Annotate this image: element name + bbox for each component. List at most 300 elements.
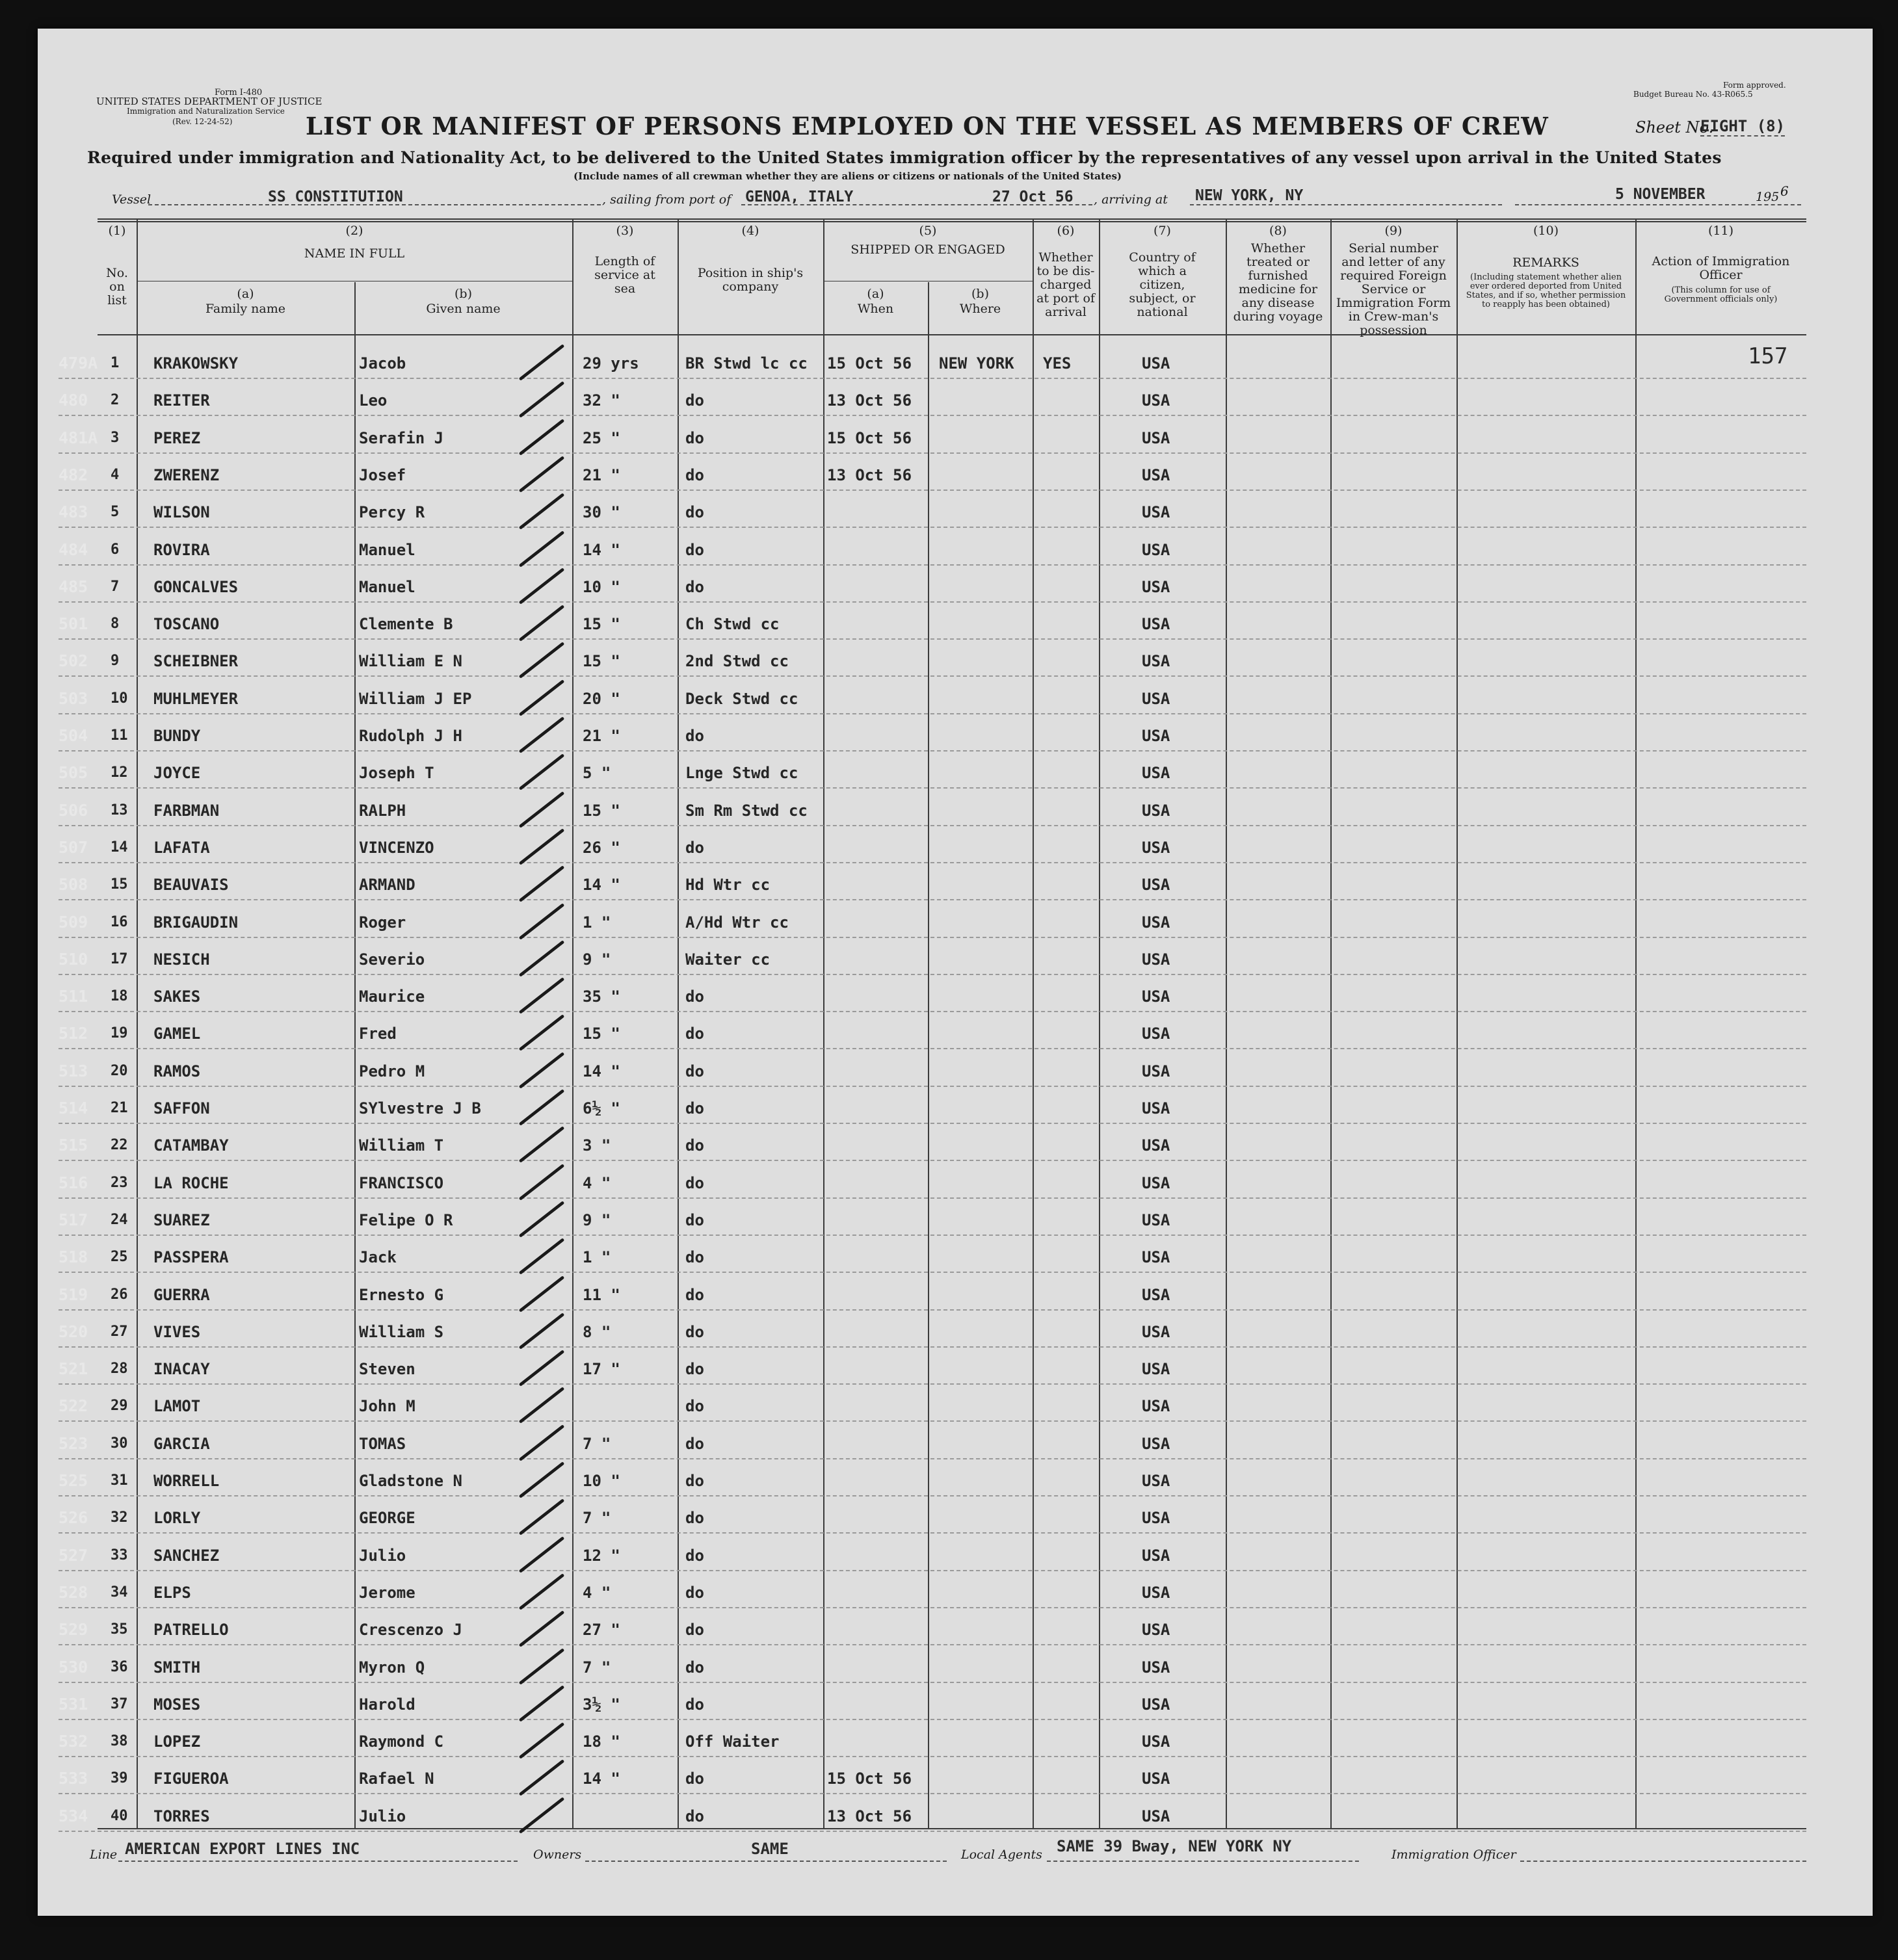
crew-country: USA <box>1142 838 1170 857</box>
crew-shipped-when: 13 Oct 56 <box>827 1807 912 1825</box>
arrival-port: NEW YORK, NY <box>1195 187 1304 204</box>
crew-ref-number: 480 <box>59 391 88 410</box>
crew-country: USA <box>1142 1173 1170 1192</box>
col-divider-4 <box>823 220 824 1828</box>
crew-service-length: 7 " <box>583 1509 611 1528</box>
crew-given-name: Myron Q <box>359 1658 425 1677</box>
crew-service-length: 4 " <box>583 1583 611 1602</box>
col2-number: (2) <box>345 224 363 238</box>
crew-country: USA <box>1142 801 1170 820</box>
crew-given-name: William T <box>359 1136 444 1155</box>
crew-given-name: Jacob <box>359 354 406 372</box>
crew-family-name: CATAMBAY <box>153 1136 229 1155</box>
row-rule <box>59 638 1806 640</box>
row-rule <box>59 527 1806 528</box>
crew-country: USA <box>1142 1248 1170 1267</box>
crew-service-length: 27 " <box>583 1621 620 1640</box>
crew-country: USA <box>1142 1621 1170 1640</box>
crew-list-number: 24 <box>111 1211 128 1228</box>
crew-given-name: Jerome <box>359 1583 415 1602</box>
crew-family-name: INACAY <box>153 1360 210 1379</box>
service-name: Immigration and Naturalization Service <box>127 107 285 116</box>
crew-country: USA <box>1142 540 1170 559</box>
col1-label: No. on list <box>106 266 128 307</box>
page-title: LIST OR MANIFEST OF PERSONS EMPLOYED ON THE VESSEL AS MEMBERS OF CREW <box>306 112 1549 140</box>
row-rule <box>59 452 1806 454</box>
crew-position: A/Hd Wtr cc <box>685 913 789 932</box>
crew-list-number: 26 <box>111 1286 128 1303</box>
approval-line-2: Budget Bureau No. 43-R065.5 <box>1633 90 1753 99</box>
crew-position: do <box>685 1621 704 1640</box>
crew-service-length: 18 " <box>583 1732 620 1751</box>
crew-given-name: Jack <box>359 1248 397 1267</box>
col4-label: Position in ship's company <box>697 266 804 294</box>
col5-label: SHIPPED OR ENGAGED <box>850 242 1005 257</box>
crew-family-name: VIVES <box>153 1322 201 1341</box>
crew-service-length: 30 " <box>583 503 620 522</box>
row-rule <box>59 937 1806 938</box>
crew-ref-number: 479A <box>59 354 98 372</box>
crew-discharged: YES <box>1043 354 1072 372</box>
crew-country: USA <box>1142 1546 1170 1565</box>
col8-number: (8) <box>1269 224 1287 238</box>
crew-family-name: MOSES <box>153 1695 201 1714</box>
col-divider-8 <box>1330 220 1332 1828</box>
crew-family-name: PASSPERA <box>153 1248 229 1267</box>
crew-list-number: 3 <box>111 429 120 446</box>
col-divider-10 <box>1635 220 1637 1828</box>
crew-service-length: 11 " <box>583 1285 620 1304</box>
crew-country: USA <box>1142 577 1170 596</box>
crew-ref-number: 517 <box>59 1210 88 1229</box>
crew-country: USA <box>1142 1285 1170 1304</box>
crew-country: USA <box>1142 1807 1170 1825</box>
crew-shipped-when: 13 Oct 56 <box>827 465 912 484</box>
crew-country: USA <box>1142 465 1170 484</box>
crew-service-length: 15 " <box>583 801 620 820</box>
crew-given-name: ARMAND <box>359 876 415 895</box>
crew-list-number: 1 <box>111 355 120 371</box>
crew-list-number: 38 <box>111 1733 128 1750</box>
crew-list-number: 19 <box>111 1025 128 1042</box>
crew-position: do <box>685 1099 704 1117</box>
col9-number: (9) <box>1384 224 1403 238</box>
crew-family-name: SANCHEZ <box>153 1546 220 1565</box>
crew-shipped-when: 15 Oct 56 <box>827 354 912 372</box>
row-rule <box>59 1086 1806 1087</box>
crew-position: do <box>685 391 704 410</box>
crew-position: do <box>685 1248 704 1267</box>
crew-position: do <box>685 1062 704 1080</box>
crew-position: do <box>685 1658 704 1677</box>
col11-number: (11) <box>1707 224 1733 238</box>
col11-label: Action of Immigration Officer <box>1652 254 1790 282</box>
crew-service-length: 15 " <box>583 652 620 671</box>
crew-list-number: 27 <box>111 1323 128 1340</box>
crew-family-name: ROVIRA <box>153 540 210 559</box>
crew-country: USA <box>1142 615 1170 634</box>
crew-given-name: Julio <box>359 1807 406 1825</box>
table-bottom-rule <box>98 1828 1806 1829</box>
crew-ref-number: 518 <box>59 1248 88 1267</box>
crew-ref-number: 504 <box>59 726 88 745</box>
crew-country: USA <box>1142 1136 1170 1155</box>
crew-service-length: 4 " <box>583 1173 611 1192</box>
crew-service-length: 20 " <box>583 689 620 708</box>
crew-family-name: GONCALVES <box>153 577 239 596</box>
col10-number: (10) <box>1533 224 1559 238</box>
crew-given-name: Leo <box>359 391 388 410</box>
crew-given-name: Felipe O R <box>359 1210 453 1229</box>
crew-given-name: Manuel <box>359 540 415 559</box>
crew-position: do <box>685 577 704 596</box>
crew-family-name: ELPS <box>153 1583 191 1602</box>
crew-family-name: RAMOS <box>153 1062 201 1080</box>
crew-position: do <box>685 1546 704 1565</box>
crew-given-name: RALPH <box>359 801 406 820</box>
crew-family-name: LA ROCHE <box>153 1173 229 1192</box>
col6-label: Whether to be dis-charged at port of arrival <box>1036 250 1095 319</box>
row-rule <box>59 1458 1806 1459</box>
crew-given-name: Manuel <box>359 577 415 596</box>
crew-given-name: Clemente B <box>359 615 453 634</box>
crew-family-name: ZWERENZ <box>153 465 220 484</box>
arriving-label: , arriving at <box>1094 192 1168 207</box>
col5b-label: Where <box>959 302 1001 316</box>
crew-position: do <box>685 1173 704 1192</box>
officer-field <box>1520 1846 1806 1862</box>
crew-given-name: TOMAS <box>359 1434 406 1453</box>
crew-shipped-when: 15 Oct 56 <box>827 428 912 447</box>
row-rule <box>59 1420 1806 1422</box>
col1-number: (1) <box>108 224 126 238</box>
crew-ref-number: 515 <box>59 1136 88 1155</box>
crew-given-name: William E N <box>359 652 462 671</box>
crew-country: USA <box>1142 503 1170 522</box>
crew-given-name: Josef <box>359 465 406 484</box>
crew-service-length: 9 " <box>583 950 611 969</box>
crew-country: USA <box>1142 689 1170 708</box>
col-divider-1 <box>137 220 138 1828</box>
col3-number: (3) <box>616 224 634 238</box>
crew-list-number: 36 <box>111 1658 128 1675</box>
crew-family-name: SMITH <box>153 1658 201 1677</box>
crew-country: USA <box>1142 876 1170 895</box>
col6-number: (6) <box>1057 224 1075 238</box>
col7-number: (7) <box>1153 224 1171 238</box>
crew-family-name: GARCIA <box>153 1434 210 1453</box>
row-rule <box>59 1309 1806 1311</box>
row-rule <box>59 1048 1806 1049</box>
owners-label: Owners <box>533 1848 582 1862</box>
line-value: AMERICAN EXPORT LINES INC <box>125 1840 360 1858</box>
crew-given-name: Julio <box>359 1546 406 1565</box>
col4-number: (4) <box>741 224 759 238</box>
crew-family-name: SUAREZ <box>153 1210 210 1229</box>
crew-list-number: 6 <box>111 541 120 558</box>
crew-ref-number: 484 <box>59 540 88 559</box>
crew-position: Lnge Stwd cc <box>685 764 798 783</box>
crew-position: Off Waiter <box>685 1732 780 1751</box>
row-rule <box>59 1160 1806 1161</box>
crew-family-name: KRAKOWSKY <box>153 354 239 372</box>
row-rule <box>59 1346 1806 1348</box>
crew-family-name: PATRELLO <box>153 1621 229 1640</box>
crew-given-name: Rafael N <box>359 1770 434 1788</box>
crew-position: do <box>685 1210 704 1229</box>
crew-service-length: 15 " <box>583 1025 620 1043</box>
crew-list-number: 17 <box>111 950 128 967</box>
col10-label: REMARKS <box>1512 255 1579 270</box>
crew-country: USA <box>1142 1695 1170 1714</box>
sheet-number: EIGHT (8) <box>1700 117 1786 135</box>
crew-given-name: William J EP <box>359 689 472 708</box>
crew-position: Sm Rm Stwd cc <box>685 801 808 820</box>
row-rule <box>59 378 1806 379</box>
line-label: Line <box>90 1848 118 1862</box>
form-revision: (Rev. 12-24-52) <box>172 117 233 126</box>
crew-ref-number: 534 <box>59 1806 88 1825</box>
row-rule <box>59 1570 1806 1571</box>
crew-given-name: Crescenzo J <box>359 1621 462 1640</box>
crew-ref-number: 505 <box>59 763 88 783</box>
crew-list-number: 10 <box>111 690 128 707</box>
crew-family-name: GAMEL <box>153 1025 201 1043</box>
crew-service-length: 14 " <box>583 540 620 559</box>
crew-service-length: 14 " <box>583 1062 620 1080</box>
crew-ref-number: 514 <box>59 1099 88 1117</box>
crew-ref-number: 529 <box>59 1620 88 1640</box>
row-rule <box>59 1607 1806 1608</box>
crew-position: do <box>685 838 704 857</box>
crew-service-length: 1 " <box>583 1248 611 1267</box>
crew-position: Deck Stwd cc <box>685 689 798 708</box>
row-rule <box>59 1383 1806 1385</box>
crew-list-number: 9 <box>111 653 120 670</box>
col-divider-5 <box>1033 220 1034 1828</box>
officer-label: Immigration Officer <box>1391 1848 1516 1862</box>
col7-label: Country of which a citizen, subject, or national <box>1129 250 1196 319</box>
crew-country: USA <box>1142 950 1170 969</box>
crew-list-number: 14 <box>111 839 128 856</box>
table-top-rule <box>98 218 1806 220</box>
crew-list-number: 31 <box>111 1472 128 1489</box>
crew-given-name: Ernesto G <box>359 1285 444 1304</box>
crew-ref-number: 510 <box>59 949 88 969</box>
crew-family-name: SAKES <box>153 987 201 1006</box>
crew-ref-number: 527 <box>59 1545 88 1565</box>
crew-position: do <box>685 1025 704 1043</box>
row-rule <box>59 564 1806 566</box>
crew-position: do <box>685 1695 704 1714</box>
col5a-label: When <box>857 302 894 316</box>
year-prefix: 195 <box>1756 190 1780 204</box>
form-number: Form I-480 <box>215 88 263 98</box>
crew-ref-number: 530 <box>59 1657 88 1677</box>
col11-note: (This column for use of Government officials only) <box>1664 285 1778 304</box>
crew-ref-number: 522 <box>59 1396 88 1416</box>
crew-ref-number: 503 <box>59 688 88 708</box>
sailing-label: , sailing from port of <box>602 192 732 207</box>
col-divider-9 <box>1456 220 1458 1828</box>
crew-given-name: Gladstone N <box>359 1472 462 1490</box>
row-rule <box>59 1495 1806 1496</box>
crew-position: do <box>685 727 704 745</box>
crew-position: do <box>685 540 704 559</box>
crew-list-number: 12 <box>111 764 128 781</box>
year-suffix: 6 <box>1780 183 1789 199</box>
crew-service-length: 8 " <box>583 1322 611 1341</box>
crew-position: do <box>685 428 704 447</box>
row-rule <box>59 787 1806 789</box>
crew-service-length: 21 " <box>583 727 620 745</box>
crew-family-name: TORRES <box>153 1807 210 1825</box>
crew-list-number: 2 <box>111 392 120 409</box>
crew-position: do <box>685 1285 704 1304</box>
row-rule <box>59 1123 1806 1124</box>
row-rule <box>59 713 1806 714</box>
crew-ref-number: 533 <box>59 1769 88 1788</box>
crew-list-number: 34 <box>111 1584 128 1601</box>
crew-given-name: Severio <box>359 950 425 969</box>
crew-country: USA <box>1142 727 1170 745</box>
crew-family-name: SAFFON <box>153 1099 210 1117</box>
crew-list-number: 15 <box>111 876 128 893</box>
col5b-number: (b) <box>971 287 989 301</box>
col2a-number: (a) <box>237 287 254 301</box>
arrival-date: 5 NOVEMBER <box>1615 186 1706 203</box>
col2-label: NAME IN FULL <box>304 246 405 261</box>
crew-position: do <box>685 1360 704 1379</box>
crew-position: do <box>685 465 704 484</box>
col8-label: Whether treated or furnished medicine for any disease during voyage <box>1233 241 1323 324</box>
crew-service-length: 9 " <box>583 1210 611 1229</box>
crew-position: Ch Stwd cc <box>685 615 780 634</box>
crew-ref-number: 526 <box>59 1508 88 1528</box>
crew-family-name: REITER <box>153 391 210 410</box>
crew-position: do <box>685 1509 704 1528</box>
row-rule <box>59 862 1806 863</box>
crew-family-name: LOPEZ <box>153 1732 201 1751</box>
subtitle: Required under immigration and Nationality Act, to be delivered to the United States immigration officer by the representatives of any vessel upon arrival in the United States <box>87 148 1722 167</box>
table-top-rule-2 <box>98 221 1806 222</box>
crew-country: USA <box>1142 1732 1170 1751</box>
crew-list-number: 8 <box>111 616 120 633</box>
crew-given-name: Maurice <box>359 987 425 1006</box>
crew-list-number: 11 <box>111 727 128 744</box>
crew-service-length: 6½ " <box>583 1099 620 1117</box>
col-divider-3 <box>678 220 679 1828</box>
crew-given-name: Raymond C <box>359 1732 444 1751</box>
row-rule <box>59 1719 1806 1720</box>
crew-country: USA <box>1142 1322 1170 1341</box>
vessel-name: SS CONSTITUTION <box>268 189 403 205</box>
row-rule <box>59 1644 1806 1645</box>
crew-list-number: 39 <box>111 1770 128 1787</box>
row-rule <box>59 1682 1806 1683</box>
crew-position: do <box>685 1770 704 1788</box>
crew-country: USA <box>1142 1099 1170 1117</box>
crew-family-name: WILSON <box>153 503 210 522</box>
crew-list-number: 4 <box>111 466 120 483</box>
crew-given-name: Fred <box>359 1025 397 1043</box>
crew-family-name: WORRELL <box>153 1472 220 1490</box>
crew-country: USA <box>1142 987 1170 1006</box>
col-divider-2 <box>572 220 573 1828</box>
row-rule <box>59 675 1806 677</box>
crew-family-name: NESICH <box>153 950 210 969</box>
crew-ref-number: 509 <box>59 912 88 932</box>
crew-list-number: 23 <box>111 1174 128 1191</box>
crew-position: do <box>685 1434 704 1453</box>
crew-ref-number: 507 <box>59 837 88 857</box>
include-note: (Include names of all crewman whether they are aliens or citizens or nationals of the United States) <box>573 170 1122 182</box>
crew-given-name: Rudolph J H <box>359 727 462 745</box>
crew-ref-number: 521 <box>59 1359 88 1379</box>
crew-service-length: 3½ " <box>583 1695 620 1714</box>
crew-position: 2nd Stwd cc <box>685 652 789 671</box>
crew-ref-number: 513 <box>59 1061 88 1080</box>
crew-ref-number: 519 <box>59 1285 88 1304</box>
agents-value: SAME 39 Bway, NEW YORK NY <box>1057 1837 1292 1855</box>
sailing-date: 27 Oct 56 <box>992 189 1074 205</box>
crew-country: USA <box>1142 913 1170 932</box>
crew-service-length: 14 " <box>583 1770 620 1788</box>
crew-service-length: 35 " <box>583 987 620 1006</box>
row-rule <box>59 899 1806 900</box>
crew-country: USA <box>1142 1472 1170 1490</box>
crew-service-length: 3 " <box>583 1136 611 1155</box>
sheet-label: Sheet No. <box>1635 118 1714 137</box>
crew-given-name: GEORGE <box>359 1509 415 1528</box>
crew-given-name: Percy R <box>359 503 425 522</box>
crew-list-number: 22 <box>111 1137 128 1154</box>
crew-family-name: BUNDY <box>153 727 201 745</box>
crew-family-name: BEAUVAIS <box>153 876 229 895</box>
crew-given-name: VINCENZO <box>359 838 434 857</box>
crew-country: USA <box>1142 764 1170 783</box>
crew-ref-number: 508 <box>59 875 88 895</box>
crew-position: do <box>685 1583 704 1602</box>
row-rule <box>59 1011 1806 1012</box>
crew-family-name: LAFATA <box>153 838 210 857</box>
crew-ref-number: 501 <box>59 614 88 634</box>
col3-label: Length of service at sea <box>594 254 655 296</box>
row-rule <box>59 490 1806 491</box>
crew-family-name: MUHLMEYER <box>153 689 239 708</box>
crew-given-name: Pedro M <box>359 1062 425 1080</box>
col2b-number: (b) <box>455 287 472 301</box>
crew-family-name: FARBMAN <box>153 801 220 820</box>
owners-value: SAME <box>751 1840 789 1858</box>
crew-list-number: 7 <box>111 578 120 595</box>
crew-ref-number: 525 <box>59 1471 88 1490</box>
crew-list-number: 13 <box>111 802 128 818</box>
crew-service-length: 10 " <box>583 1472 620 1490</box>
crew-ref-number: 532 <box>59 1732 88 1751</box>
col-divider-6 <box>1099 220 1100 1828</box>
crew-ref-number: 531 <box>59 1694 88 1714</box>
crew-service-length: 10 " <box>583 577 620 596</box>
sailing-port: GENOA, ITALY <box>745 189 854 205</box>
agents-label: Local Agents <box>961 1848 1042 1862</box>
row-rule <box>59 601 1806 603</box>
crew-given-name: SYlvestre J B <box>359 1099 481 1117</box>
annotation-157: 157 <box>1748 343 1788 369</box>
crew-family-name: FIGUEROA <box>153 1770 229 1788</box>
crew-list-number: 18 <box>111 988 128 1005</box>
crew-given-name: John M <box>359 1397 415 1416</box>
